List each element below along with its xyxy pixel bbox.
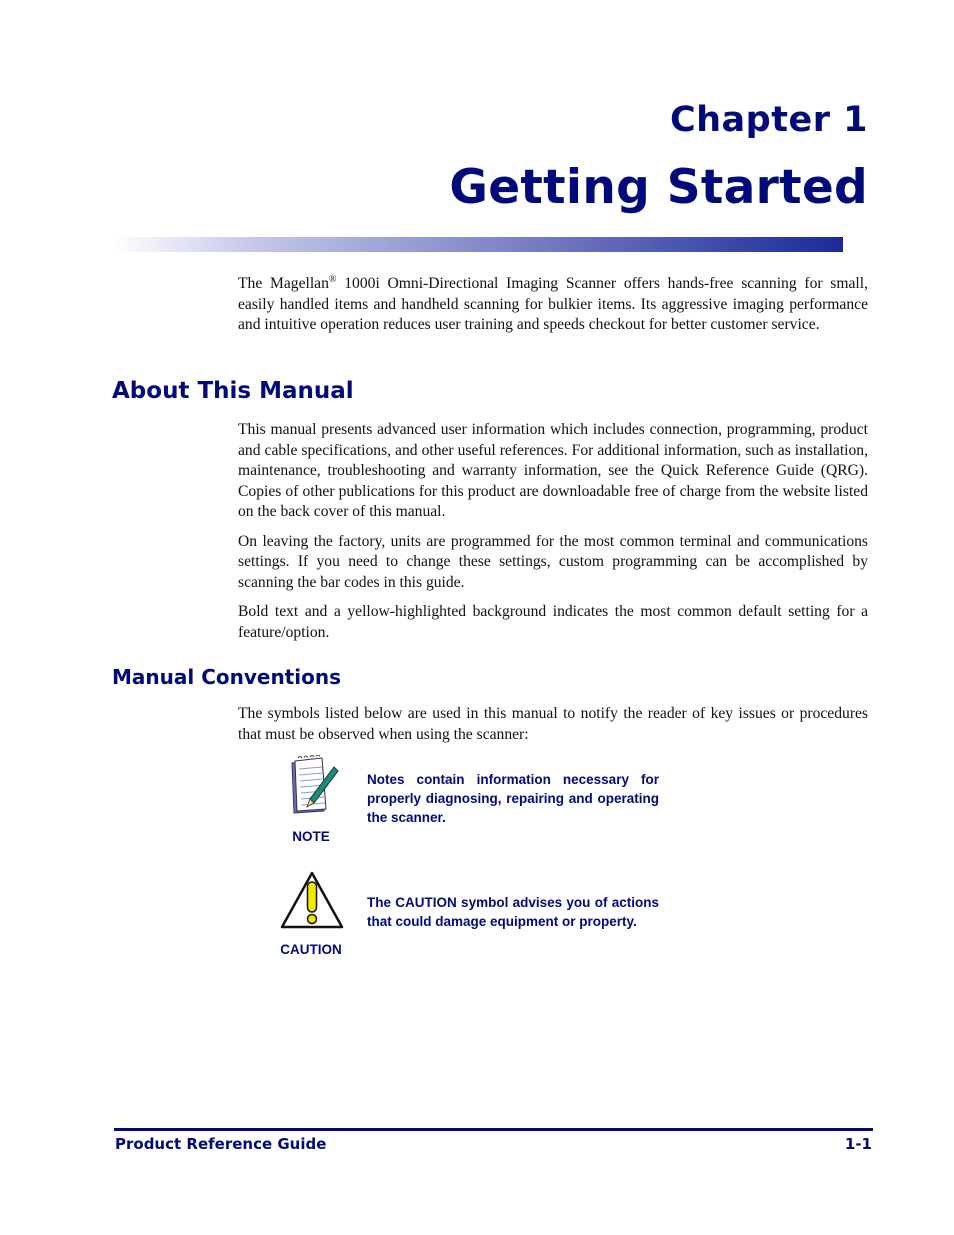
caution-symbol-row [270, 868, 670, 963]
about-heading: About This Manual [112, 378, 354, 404]
about-paragraph-3: Bold text and a yellow-highlighted background indicates the most common default setting for a feature/option. [238, 603, 868, 641]
caution-label: CAUTION [280, 942, 342, 957]
about-block [238, 420, 868, 652]
note-label: NOTE [292, 829, 330, 844]
caution-text: The CAUTION symbol advises you of actions that could damage equipment or property. [367, 895, 659, 929]
footer-rule [114, 1128, 873, 1131]
note-symbol-row [270, 755, 670, 850]
chapter-title: Getting Started [449, 160, 868, 215]
intro-block [238, 270, 868, 345]
intro-text-start: The Magellan [238, 275, 329, 293]
intro-text-rest: 1000i Omni-Directional Imaging Scanner offers hands-free scanning for small, easily handled items and handheld scanning for bulkier items. Its aggressive imaging performance and intuitive operation reduces user training and speeds checkout for better customer service. [238, 275, 868, 334]
footer-page-number: 1-1 [844, 1135, 872, 1153]
conventions-heading: Manual Conventions [112, 665, 341, 689]
about-paragraph-2: On leaving the factory, units are programmed for the most common terminal and communications settings. If you need to change these settings, custom programming can be accomplished by scanning the bar codes in this guide. [238, 532, 868, 591]
chapter-divider [112, 237, 843, 252]
chapter-label: Chapter 1 [669, 100, 868, 140]
intro-paragraph [238, 270, 868, 336]
warning-triangle-icon [279, 870, 345, 935]
conventions-block [238, 704, 868, 754]
registered-mark: ® [328, 274, 337, 285]
conventions-intro: The symbols listed below are used in this manual to notify the reader of key issues or procedures that must be observed when using the scanner: [238, 705, 868, 743]
notepad-pen-icon [286, 755, 340, 820]
note-text: Notes contain information necessary for properly diagnosing, repairing and operating the scanner. [367, 772, 659, 825]
about-paragraph-1: This manual presents advanced user information which includes connection, programming, product and cable specifications, and other useful references. For additional information, such as installation, maintenance, troubleshooting and warranty information, see the Quick Reference Guide (QRG). Copies of other publications for this product are downloadable free of charge from the website listed on the back cover of this manual. [238, 421, 868, 520]
footer-guide-title: Product Reference Guide [115, 1135, 327, 1153]
